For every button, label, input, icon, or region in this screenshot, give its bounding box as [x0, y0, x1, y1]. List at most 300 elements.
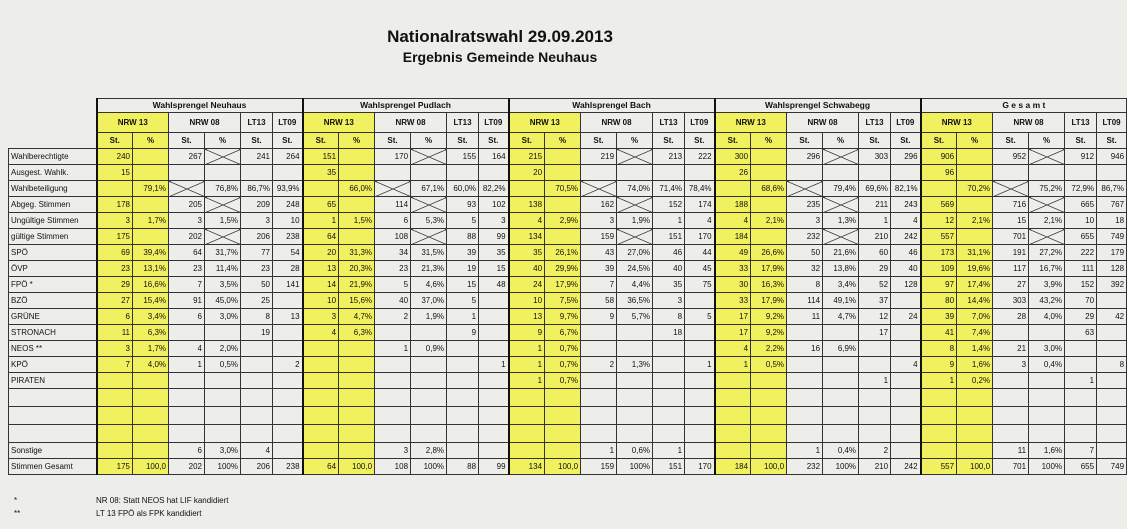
value-cell: 9,7% — [545, 309, 581, 325]
value-cell: 102 — [479, 197, 509, 213]
value-cell: 6 — [169, 309, 205, 325]
row-label: NEOS ** — [9, 341, 97, 357]
value-cell: 3 — [97, 213, 133, 229]
value-cell: 10 — [303, 293, 339, 309]
crossed-cell — [375, 181, 411, 197]
value-cell: 41 — [921, 325, 957, 341]
value-cell: 49 — [715, 245, 751, 261]
value-cell — [545, 407, 581, 425]
group-header: Wahlsprengel Pudlach — [303, 99, 509, 113]
value-cell: 46 — [653, 245, 685, 261]
value-cell: 3,0% — [205, 443, 241, 459]
crossed-cell — [823, 149, 859, 165]
table-row — [9, 459, 1127, 475]
value-cell: 17,9% — [751, 261, 787, 277]
value-cell: 100,0 — [339, 459, 375, 475]
crossed-cell — [545, 165, 581, 181]
value-cell — [411, 325, 447, 341]
value-cell: 14 — [303, 277, 339, 293]
value-cell — [303, 407, 339, 425]
value-cell: 100,0 — [133, 459, 169, 475]
value-cell: 39,4% — [133, 245, 169, 261]
value-cell: 109 — [921, 261, 957, 277]
value-cell — [653, 357, 685, 373]
value-cell — [957, 389, 993, 407]
value-cell — [479, 325, 509, 341]
value-cell: 10 — [509, 293, 545, 309]
value-cell: 69 — [97, 245, 133, 261]
value-cell: 1,7% — [133, 213, 169, 229]
value-cell: 2 — [273, 357, 303, 373]
value-cell: 2,1% — [957, 213, 993, 229]
value-cell: 3,4% — [823, 277, 859, 293]
value-cell: 14,4% — [957, 293, 993, 309]
value-cell: 27,2% — [1029, 245, 1065, 261]
value-cell: 4,0% — [1029, 309, 1065, 325]
value-cell: 4 — [241, 443, 273, 459]
value-cell: 159 — [581, 459, 617, 475]
unit-header: % — [751, 133, 787, 149]
value-cell — [479, 407, 509, 425]
value-cell: 3 — [241, 213, 273, 229]
value-cell — [993, 325, 1029, 341]
value-cell: 1 — [509, 341, 545, 357]
value-cell: 232 — [787, 459, 823, 475]
value-cell — [685, 443, 715, 459]
value-cell: 1 — [303, 213, 339, 229]
row-label — [9, 425, 97, 443]
value-cell: 82,1% — [891, 181, 921, 197]
value-cell: 60,0% — [447, 181, 479, 197]
value-cell — [1065, 425, 1097, 443]
value-cell: 1 — [581, 443, 617, 459]
value-cell: 80 — [921, 293, 957, 309]
value-cell: 4,7% — [339, 309, 375, 325]
value-cell: 222 — [1065, 245, 1097, 261]
subheader-nrw08: NRW 08 — [787, 113, 859, 133]
crossed-cell — [133, 229, 169, 245]
table-row — [9, 293, 1127, 309]
value-cell: 76,8% — [205, 181, 241, 197]
value-cell: 159 — [581, 229, 617, 245]
value-cell: 16,6% — [133, 277, 169, 293]
value-cell: 40 — [891, 261, 921, 277]
value-cell: 19 — [447, 261, 479, 277]
value-cell: 7,0% — [957, 309, 993, 325]
subheader-nrw13: NRW 13 — [303, 113, 375, 133]
value-cell — [787, 325, 823, 341]
crossed-cell — [509, 181, 545, 197]
value-cell: 70,2% — [957, 181, 993, 197]
value-cell: 33 — [715, 293, 751, 309]
value-cell — [545, 443, 581, 459]
crossed-cell — [545, 229, 581, 245]
table-row — [9, 357, 1127, 373]
value-cell: 13,8% — [823, 261, 859, 277]
value-cell — [411, 389, 447, 407]
value-cell: 23 — [241, 261, 273, 277]
value-cell: 128 — [891, 277, 921, 293]
value-cell: 82,2% — [479, 181, 509, 197]
value-cell: 8 — [787, 277, 823, 293]
value-cell: 7,4% — [957, 325, 993, 341]
value-cell — [617, 325, 653, 341]
value-cell: 7 — [581, 277, 617, 293]
value-cell: 37,0% — [411, 293, 447, 309]
value-cell: 63 — [1065, 325, 1097, 341]
value-cell — [97, 443, 133, 459]
value-cell: 211 — [859, 197, 891, 213]
value-cell — [617, 389, 653, 407]
value-cell: 117 — [993, 261, 1029, 277]
value-cell: 68,6% — [751, 181, 787, 197]
value-cell: 134 — [509, 459, 545, 475]
value-cell: 21,9% — [339, 277, 375, 293]
value-cell — [823, 373, 859, 389]
value-cell: 1,4% — [957, 341, 993, 357]
value-cell: 141 — [273, 277, 303, 293]
value-cell — [1065, 341, 1097, 357]
crossed-cell — [339, 197, 375, 213]
value-cell — [1097, 373, 1127, 389]
value-cell — [1065, 389, 1097, 407]
group-header: Wahlsprengel Schwabegg — [715, 99, 921, 113]
unit-header: % — [411, 133, 447, 149]
table-row — [9, 213, 1127, 229]
value-cell: 1,6% — [957, 357, 993, 373]
value-cell: 48 — [479, 277, 509, 293]
value-cell: 42 — [1097, 309, 1127, 325]
value-cell: 2,9% — [545, 213, 581, 229]
value-cell — [303, 389, 339, 407]
value-cell: 162 — [581, 197, 617, 213]
unit-header: % — [133, 133, 169, 149]
value-cell — [891, 165, 921, 181]
value-cell: 2,8% — [411, 443, 447, 459]
value-cell: 13 — [273, 309, 303, 325]
unit-header: St. — [653, 133, 685, 149]
value-cell: 219 — [581, 149, 617, 165]
value-cell — [545, 425, 581, 443]
value-cell — [205, 425, 241, 443]
value-cell: 79,4% — [823, 181, 859, 197]
value-cell: 2,2% — [751, 341, 787, 357]
subheader-lt09: LT09 — [1097, 113, 1127, 133]
value-cell — [891, 373, 921, 389]
value-cell: 569 — [921, 197, 957, 213]
value-cell: 35 — [509, 245, 545, 261]
value-cell: 0,4% — [1029, 357, 1065, 373]
value-cell: 21 — [993, 341, 1029, 357]
value-cell — [1097, 407, 1127, 425]
value-cell: 4,4% — [617, 277, 653, 293]
value-cell — [891, 325, 921, 341]
value-cell: 93,9% — [273, 181, 303, 197]
value-cell: 151 — [303, 149, 339, 165]
value-cell: 5 — [447, 293, 479, 309]
value-cell — [715, 443, 751, 459]
value-cell: 749 — [1097, 229, 1127, 245]
value-cell — [97, 425, 133, 443]
value-cell: 3,9% — [1029, 277, 1065, 293]
value-cell: 111 — [1065, 261, 1097, 277]
value-cell — [241, 165, 273, 181]
value-cell: 31,1% — [957, 245, 993, 261]
subheader-lt13: LT13 — [447, 113, 479, 133]
row-label: Sonstige — [9, 443, 97, 459]
value-cell — [411, 425, 447, 443]
value-cell: 138 — [509, 197, 545, 213]
value-cell: 210 — [859, 459, 891, 475]
value-cell: 152 — [1065, 277, 1097, 293]
value-cell: 67,1% — [411, 181, 447, 197]
row-label: FPÖ * — [9, 277, 97, 293]
value-cell: 46 — [891, 245, 921, 261]
value-cell: 52 — [859, 277, 891, 293]
value-cell — [787, 165, 823, 181]
value-cell: 3 — [787, 213, 823, 229]
table-row — [9, 325, 1127, 341]
crossed-cell — [205, 229, 241, 245]
value-cell — [447, 425, 479, 443]
value-cell — [891, 293, 921, 309]
value-cell — [133, 443, 169, 459]
value-cell: 71,4% — [653, 181, 685, 197]
value-cell: 12 — [921, 213, 957, 229]
value-cell: 296 — [787, 149, 823, 165]
value-cell: 188 — [715, 197, 751, 213]
value-cell — [447, 341, 479, 357]
value-cell — [241, 373, 273, 389]
value-cell — [787, 357, 823, 373]
value-cell: 35 — [303, 165, 339, 181]
value-cell: 155 — [447, 149, 479, 165]
table-row — [9, 277, 1127, 293]
value-cell: 210 — [859, 229, 891, 245]
value-cell: 2,1% — [1029, 213, 1065, 229]
corner-cell — [9, 133, 97, 149]
subheader-lt13: LT13 — [241, 113, 273, 133]
value-cell: 15 — [447, 277, 479, 293]
value-cell: 15 — [479, 261, 509, 277]
value-cell — [303, 425, 339, 443]
row-label: Stimmen Gesamt — [9, 459, 97, 475]
value-cell: 3,0% — [1029, 341, 1065, 357]
table-row — [9, 389, 1127, 407]
value-cell: 21,6% — [823, 245, 859, 261]
value-cell: 912 — [1065, 149, 1097, 165]
value-cell: 8 — [241, 309, 273, 325]
value-cell: 1 — [859, 373, 891, 389]
value-cell — [685, 341, 715, 357]
unit-header: St. — [787, 133, 823, 149]
value-cell — [1097, 425, 1127, 443]
crossed-cell — [957, 197, 993, 213]
value-cell: 100,0 — [545, 459, 581, 475]
value-cell: 232 — [787, 229, 823, 245]
value-cell — [1097, 389, 1127, 407]
value-cell — [715, 373, 751, 389]
value-cell: 5,7% — [617, 309, 653, 325]
value-cell — [303, 443, 339, 459]
value-cell: 23 — [169, 261, 205, 277]
value-cell: 100% — [411, 459, 447, 475]
value-cell — [921, 425, 957, 443]
unit-header: % — [1029, 133, 1065, 149]
value-cell: 2 — [375, 309, 411, 325]
value-cell: 1,9% — [411, 309, 447, 325]
value-cell — [993, 389, 1029, 407]
value-cell: 28 — [273, 261, 303, 277]
value-cell — [1097, 165, 1127, 181]
value-cell: 248 — [273, 197, 303, 213]
value-cell — [339, 443, 375, 459]
value-cell — [169, 325, 205, 341]
subheader-nrw08: NRW 08 — [581, 113, 653, 133]
value-cell — [617, 407, 653, 425]
crossed-cell — [617, 229, 653, 245]
crossed-cell — [545, 197, 581, 213]
value-cell — [653, 425, 685, 443]
value-cell — [993, 165, 1029, 181]
value-cell: 1 — [375, 341, 411, 357]
value-cell — [993, 425, 1029, 443]
corner-cell — [9, 113, 97, 133]
value-cell: 946 — [1097, 149, 1127, 165]
value-cell — [375, 325, 411, 341]
value-cell — [205, 165, 241, 181]
value-cell: 242 — [891, 229, 921, 245]
value-cell: 11 — [787, 309, 823, 325]
value-cell: 23 — [375, 261, 411, 277]
value-cell: 1,7% — [133, 341, 169, 357]
value-cell: 99 — [479, 459, 509, 475]
value-cell: 11 — [97, 325, 133, 341]
value-cell: 716 — [993, 197, 1029, 213]
value-cell — [787, 425, 823, 443]
value-cell: 749 — [1097, 459, 1127, 475]
value-cell: 31,7% — [205, 245, 241, 261]
value-cell: 767 — [1097, 197, 1127, 213]
value-cell — [957, 425, 993, 443]
value-cell: 170 — [685, 459, 715, 475]
value-cell: 40 — [653, 261, 685, 277]
value-cell: 100,0 — [751, 459, 787, 475]
unit-header: % — [957, 133, 993, 149]
crossed-cell — [751, 165, 787, 181]
value-cell — [787, 373, 823, 389]
value-cell: 392 — [1097, 277, 1127, 293]
value-cell: 2,1% — [751, 213, 787, 229]
value-cell: 4 — [509, 213, 545, 229]
group-header: Wahlsprengel Neuhaus — [97, 99, 303, 113]
unit-header: St. — [375, 133, 411, 149]
value-cell: 906 — [921, 149, 957, 165]
value-cell — [447, 443, 479, 459]
crossed-cell — [205, 149, 241, 165]
value-cell — [891, 407, 921, 425]
value-cell: 15 — [97, 165, 133, 181]
value-cell: 18 — [653, 325, 685, 341]
value-cell — [411, 357, 447, 373]
group-header: G e s a m t — [921, 99, 1127, 113]
value-cell: 4,0% — [133, 357, 169, 373]
value-cell: 40 — [375, 293, 411, 309]
value-cell: 17 — [715, 325, 751, 341]
value-cell: 26,1% — [545, 245, 581, 261]
row-label — [9, 389, 97, 407]
value-cell: 49,1% — [823, 293, 859, 309]
value-cell: 78,4% — [685, 181, 715, 197]
value-cell: 240 — [97, 149, 133, 165]
value-cell: 77 — [241, 245, 273, 261]
value-cell: 4 — [891, 357, 921, 373]
value-cell — [375, 165, 411, 181]
value-cell: 5,3% — [411, 213, 447, 229]
row-label: KPÖ — [9, 357, 97, 373]
value-cell: 128 — [1097, 261, 1127, 277]
value-cell: 29 — [1065, 309, 1097, 325]
value-cell: 97 — [921, 277, 957, 293]
value-cell — [479, 341, 509, 357]
value-cell: 50 — [787, 245, 823, 261]
value-cell — [339, 425, 375, 443]
row-label: Ungültige Stimmen — [9, 213, 97, 229]
value-cell — [479, 443, 509, 459]
row-label: BZÖ — [9, 293, 97, 309]
value-cell: 99 — [479, 229, 509, 245]
value-cell — [751, 373, 787, 389]
value-cell: 206 — [241, 459, 273, 475]
value-cell: 100% — [823, 459, 859, 475]
subheader-lt09: LT09 — [685, 113, 715, 133]
value-cell — [375, 357, 411, 373]
value-cell: 29 — [97, 277, 133, 293]
value-cell: 45,0% — [205, 293, 241, 309]
value-cell: 3 — [169, 213, 205, 229]
value-cell — [133, 389, 169, 407]
value-cell — [1065, 357, 1097, 373]
value-cell: 9,2% — [751, 325, 787, 341]
value-cell — [479, 373, 509, 389]
value-cell: 65 — [303, 197, 339, 213]
value-cell — [375, 407, 411, 425]
value-cell: 6,9% — [823, 341, 859, 357]
value-cell: 9 — [581, 309, 617, 325]
value-cell: 108 — [375, 229, 411, 245]
value-cell: 3 — [581, 213, 617, 229]
value-cell: 15,4% — [133, 293, 169, 309]
value-cell — [339, 407, 375, 425]
value-cell: 170 — [375, 149, 411, 165]
value-cell: 13 — [303, 261, 339, 277]
value-cell: 952 — [993, 149, 1029, 165]
value-cell: 33 — [715, 261, 751, 277]
value-cell: 701 — [993, 229, 1029, 245]
group-header: Wahlsprengel Bach — [509, 99, 715, 113]
results-table — [8, 98, 1127, 475]
value-cell: 72,9% — [1065, 181, 1097, 197]
value-cell: 54 — [273, 245, 303, 261]
value-cell: 35 — [653, 277, 685, 293]
value-cell: 655 — [1065, 459, 1097, 475]
crossed-cell — [133, 149, 169, 165]
value-cell — [133, 425, 169, 443]
value-cell: 75 — [685, 277, 715, 293]
value-cell: 152 — [653, 197, 685, 213]
value-cell — [993, 373, 1029, 389]
value-cell: 3 — [97, 341, 133, 357]
